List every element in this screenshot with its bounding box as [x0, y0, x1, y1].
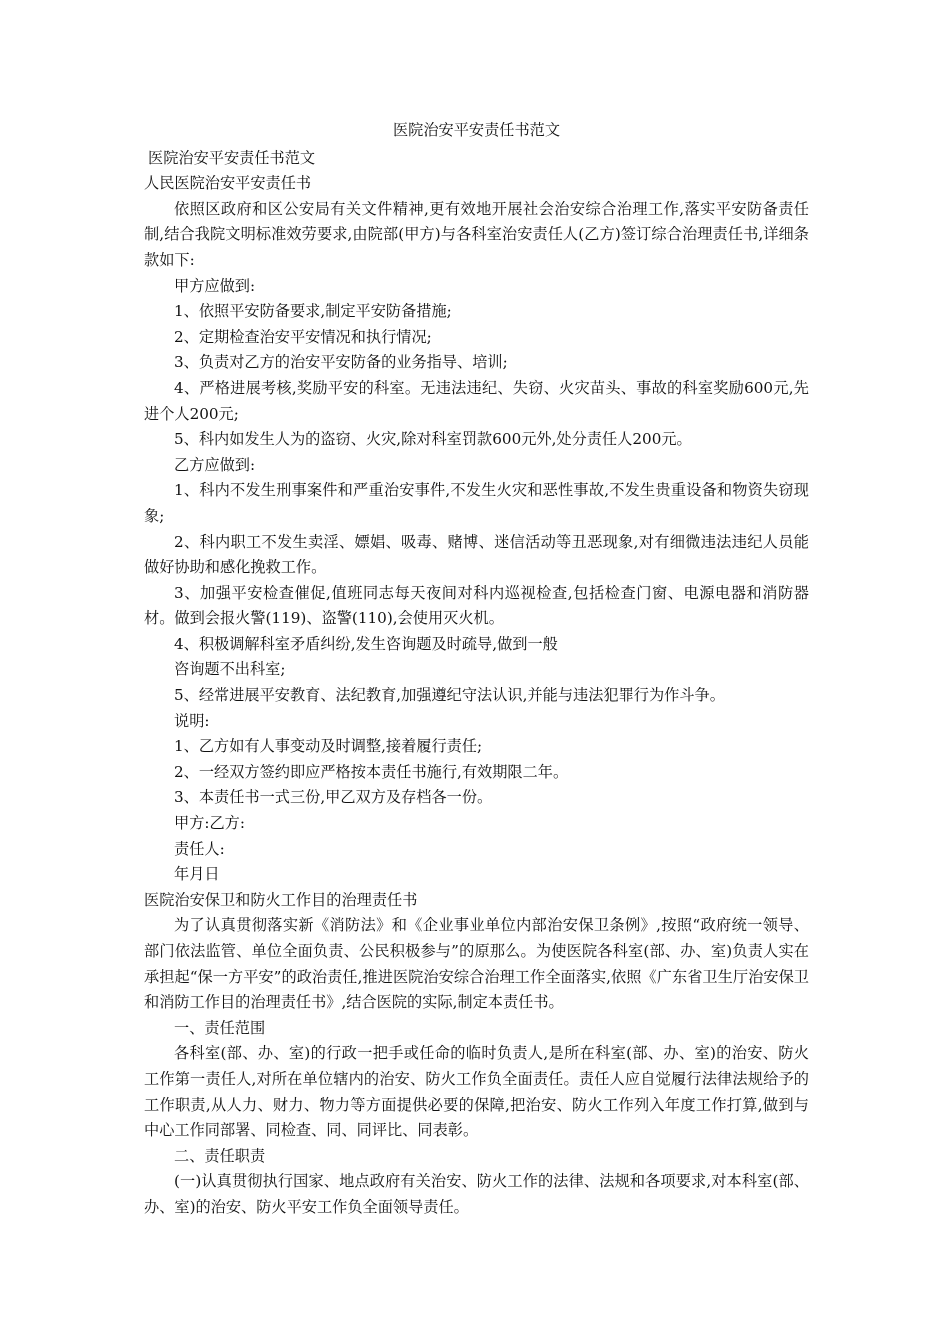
paragraph: 2、一经双方签约即应严格按本责任书施行,有效期限二年。: [174, 762, 569, 781]
paragraph: 乙方应做到:: [174, 455, 256, 474]
paragraph: (一)认真贯彻执行国家、地点政府有关治安、防火工作的法律、法规和各项要求,对本科室(部、办、室)的治安、防火平安工作负全面领导责任。: [144, 1172, 809, 1216]
paragraph: 医院治安平安责任书范文: [148, 148, 316, 167]
paragraph: 咨询题不出科室;: [174, 660, 286, 679]
paragraph: 3、负责对乙方的治安平安防备的业务指导、培训;: [174, 353, 508, 372]
paragraph: 4、积极调解科室矛盾纠纷,发生咨询题及时疏导,做到一般: [174, 634, 558, 653]
paragraph: 医院治安保卫和防火工作目的治理责任书: [144, 890, 418, 909]
document-body: [144, 146, 809, 1221]
paragraph: 依照区政府和区公安局有关文件精神,更有效地开展社会治安综合治理工作,落实平安防备责任制,结合我院文明标准效劳要求,由院部(甲方)与各科室治安责任人(乙方)签订综合治理责任书,详细条款如下:: [144, 199, 809, 269]
paragraph: 为了认真贯彻落实新《消防法》和《企业事业单位内部治安保卫条例》,按照“政府统一领导、部门依法监管、单位全面负责、公民积极参与”的原那么。为使医院各科室(部、办、室)负责人实在承担起“保一方平安”的政治责任,推进医院治安综合治理工作全面落实,依照《广东省卫生厅治安保卫和消防工作目的治理责任书》,结合医院的实际,制定本责任书。: [144, 916, 809, 1012]
paragraph: 各科室(部、办、室)的行政一把手或任命的临时负责人,是所在科室(部、办、室)的治安、防火工作第一责任人,对所在单位辖内的治安、防火工作负全面责任。责任人应自觉履行法律法规给予的工作职责,从人力、财力、物力等方面提供必要的保障,把治安、防火工作列入年度工作打算,做到与中心工作同部署、同检查、同、同评比、同表彰。: [144, 1044, 809, 1140]
paragraph: 1、科内不发生刑事案件和严重治安事件,不发生火灾和恶性事故,不发生贵重设备和物资失窃现象;: [144, 481, 809, 525]
paragraph: 2、定期检查治安平安情况和执行情况;: [174, 327, 432, 346]
paragraph: 3、加强平安检查催促,值班同志每天夜间对科内巡视检查,包括检查门窗、电源电器和消防器材。做到会报火警(119)、盗警(110),会使用灭火机。: [144, 583, 809, 628]
paragraph: 3、本责任书一式三份,甲乙双方及存档各一份。: [174, 788, 493, 807]
paragraph: 5、科内如发生人为的盗窃、火灾,除对科室罚款600元外,处分责任人200元。: [174, 430, 692, 449]
paragraph: 2、科内职工不发生卖淫、嫖娼、吸毒、赌博、迷信活动等丑恶现象,对有细微违法违纪人员能做好协助和感化挽救工作。: [144, 532, 809, 577]
document-page: [144, 118, 809, 1221]
paragraph: 1、依照平安防备要求,制定平安防备措施;: [174, 302, 452, 321]
paragraph: 一、责任范围: [174, 1018, 266, 1037]
paragraph: 说明:: [174, 711, 210, 730]
paragraph: 5、经常进展平安教育、法纪教育,加强遵纪守法认识,并能与违法犯罪行为作斗争。: [174, 686, 725, 705]
paragraph: 甲方应做到:: [174, 276, 256, 295]
paragraph: 责任人:: [174, 839, 225, 858]
paragraph: 甲方:乙方:: [174, 814, 245, 833]
paragraph: 人民医院治安平安责任书: [144, 174, 312, 193]
document-title: 医院治安平安责任书范文: [392, 121, 561, 139]
paragraph: 年月日: [174, 865, 220, 884]
paragraph: 1、乙方如有人事变动及时调整,接着履行责任;: [174, 737, 483, 756]
paragraph: 4、严格进展考核,奖励平安的科室。无违法违纪、失窃、火灾苗头、事故的科室奖励600元,先进个人200元;: [144, 378, 809, 423]
paragraph: 二、责任职责: [174, 1146, 266, 1165]
